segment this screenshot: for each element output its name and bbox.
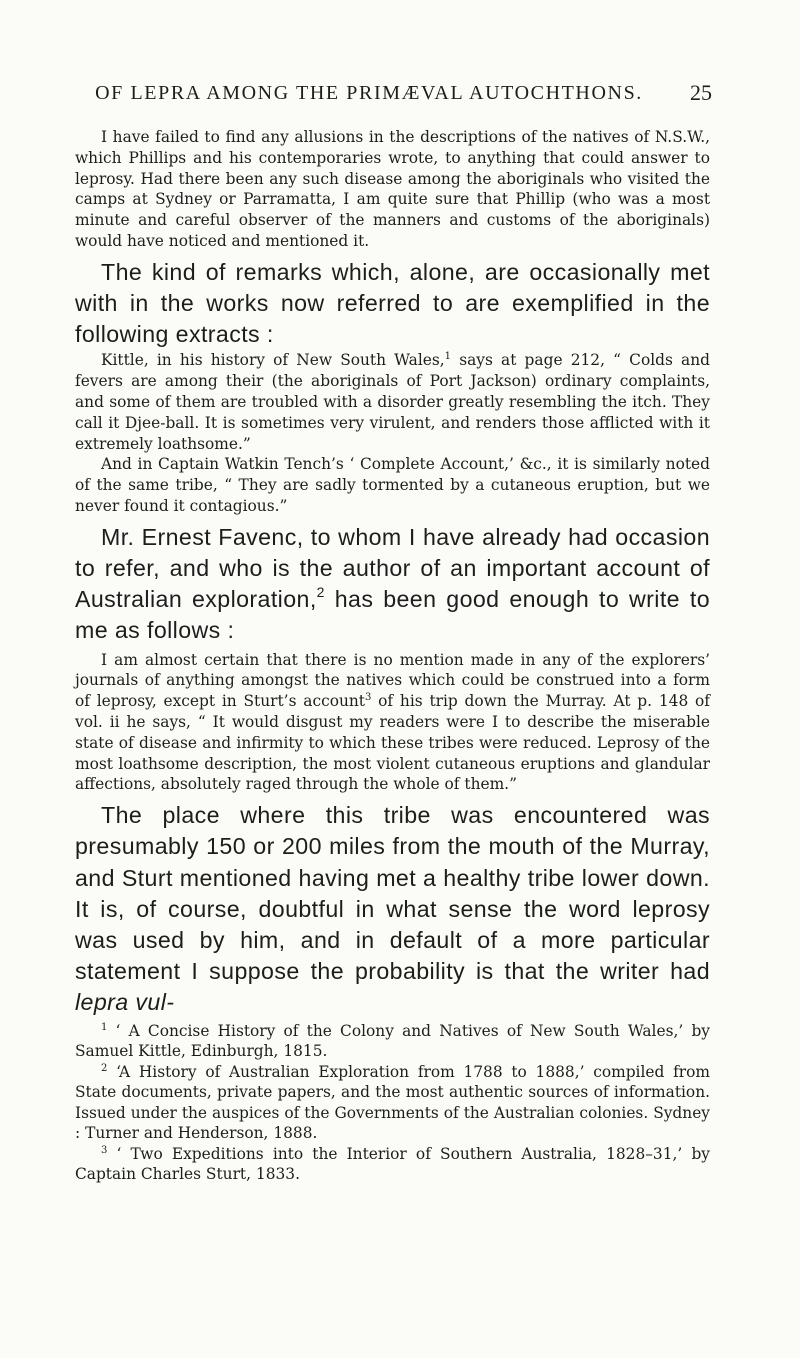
paragraph-text: Mr. Ernest Favenc, to whom I have already had occasion to refer, and who is the author of an important account of Australian exploration, — [75, 523, 710, 613]
paragraph-text: I have failed to find any allusions in the descriptions of the natives of N.S.W., which Phillips and his contemporaries wrote, to anything that could answer to leprosy. Had there been any such disease among the aboriginals who visited the camps at Sydney or Parramatta, I am quite sure that Phillip (who was a most minute and careful observer of the manners and customs of the aboriginals) would have noticed and mentioned it. — [75, 128, 710, 250]
footnote-text: ‘ Two Expeditions into the Interior of Southern Australia, 1828–31,’ by Captain Charles Sturt, 1833. — [75, 1144, 710, 1184]
footnote-ref-2: 2 — [316, 584, 325, 601]
paragraph-favenc — [75, 522, 710, 647]
footnote-mark: 3 — [101, 1144, 108, 1156]
footnote-text: ‘A History of Australian Exploration from 1788 to 1888,’ compiled from State documents, private papers, and the most authentic sources of information. Issued under the auspices of the Governments of the Australian colonies. Sydney : Turner and Henderson, 1888. — [75, 1062, 710, 1143]
paragraph-remarks-intro — [75, 257, 710, 351]
paragraph-phillip — [75, 127, 710, 252]
quote-text: I am almost certain that there is no mention made in any of the explorers’ journals of anything amongst the natives which could be construed into a form of leprosy, except in Sturt’s account — [75, 650, 710, 711]
quote-text: of his trip down the Murray. At p. 148 of vol. ii he says, “ It would disgust my readers were I to describe the miserable state of disease and infirmity to which these tribes were reduced. Leprosy of the most loathsome description, the most violent cutaneous eruptions and glandular affections, absolutely raged through the whole of them.” — [75, 692, 710, 794]
footnote-1 — [75, 1021, 710, 1062]
footnotes — [75, 1021, 710, 1185]
paragraph-text: The kind of remarks which, alone, are occasionally met with in the works now referred to are exemplified in the following extracts : — [75, 258, 710, 348]
footnote-text: ‘ A Concise History of the Colony and Natives of New South Wales,’ by Samuel Kittle, Edinburgh, 1815. — [75, 1021, 710, 1061]
paragraph-sturt-tribe — [75, 800, 710, 1018]
quote-kittle — [75, 350, 710, 454]
footnote-ref-3: 3 — [364, 692, 372, 704]
text-column — [75, 127, 710, 1185]
page-header — [82, 82, 712, 114]
page-number: 25 — [690, 80, 712, 105]
footnote-3 — [75, 1144, 710, 1185]
quote-tench — [75, 454, 710, 516]
footnote-mark: 2 — [101, 1062, 108, 1074]
running-head: OF LEPRA AMONG THE PRIMÆVAL AUTOCHTHONS. — [95, 82, 643, 104]
quote-text: And in Captain Watkin Tench’s ‘ Complete Account,’ &c., it is similarly noted of the same tribe, “ They are sadly tormented by a cutaneous eruption, but we never found it contagious.” — [75, 455, 710, 515]
italic-term: lepra vul- — [75, 989, 175, 1016]
quote-favenc-letter — [75, 650, 710, 796]
paragraph-text: has been good enough to write to me as follows : — [75, 586, 710, 644]
quote-text: says at page 212, “ Colds and fevers are among their (the aboriginals of Port Jackson) ordinary complaints, and some of them are troubled with a disorder greatly resembling the itch. They call it Djee-ball. It is sometimes very virulent, and renders those afflicted with it extremely loathsome.” — [75, 351, 710, 453]
paragraph-text: The place where this tribe was encountered was presumably 150 or 200 miles from the mouth of the Murray, and Sturt mentioned having met a healthy tribe lower down. It is, of course, doubtful in what sense the word leprosy was used by him, and in default of a more particular statement I suppose the probability is that the writer had — [75, 802, 710, 985]
quote-text: Kittle, in his history of New South Wales, — [101, 351, 445, 370]
footnote-mark: 1 — [101, 1021, 108, 1033]
footnote-2 — [75, 1062, 710, 1144]
footnote-ref-1: 1 — [444, 351, 452, 363]
